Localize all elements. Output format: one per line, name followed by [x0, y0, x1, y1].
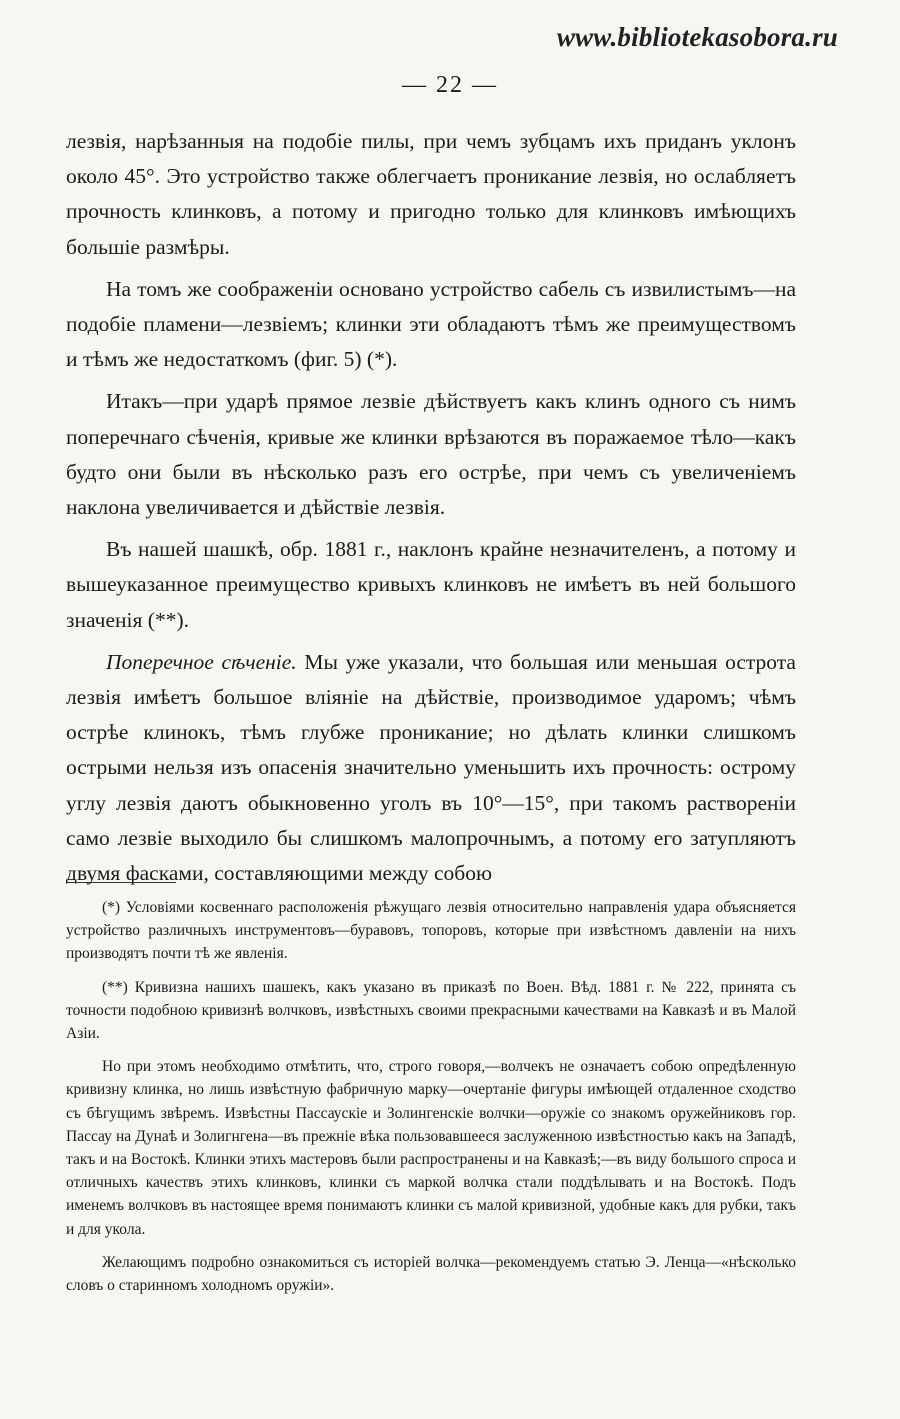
footnote-divider [66, 882, 176, 883]
paragraph-5 [66, 645, 796, 891]
paragraph-5-text: Мы уже указали, что большая или меньшая острота лезвія имѣетъ большое вліяніе на дѣйствіе, производимое ударомъ; чѣмъ острѣе клинокъ, тѣмъ глубже проникание; но дѣлать клинки слишкомъ острыми нельзя изъ опасенія значительно уменьшить ихъ прочность: острому углу лезвія даютъ обыкновенно уголъ въ 10°—15°, при такомъ раствореніи само лезвіе выходило бы слишкомъ малопрочнымъ, а потому его затупляютъ двумя фасками, составляющими между собою [66, 649, 796, 886]
page-number: — 22 — [402, 72, 498, 98]
footnote-2-continued: Но при этомъ необходимо отмѣтить, что, строго говоря,—волчекъ не означаетъ собою опредѣленную кривизну клинка, но лишь извѣстную фабричную марку—очертаніе фигуры имѣющей отдаленное сходство съ бѣгущимъ звѣремъ. Извѣстны Пассаускіе и Золингенскіе волчки—оружіе со знакомъ оружейниковъ гор. Пассау на Дунаѣ и Золигнгена—въ прежніе вѣка пользовавшееся заслуженною извѣстностью какъ на Западѣ, такъ и на Востокѣ. Клинки этихъ мастеровъ были распространены и на Кавказѣ;—въ виду большого спроса и отличныхъ качествъ этихъ клинковъ, клинки съ маркой волчка стали поддѣлывать и на Востокѣ. Подъ именемъ волчковъ въ настоящее время понимаютъ клинки съ малой кривизной, удобные какъ для рубки, такъ и для укола. [66, 1058, 796, 1238]
watermark-url: www.bibliotekasobora.ru [556, 22, 838, 52]
paragraph-3: Итакъ—при ударѣ прямое лезвіе дѣйствуетъ какъ клинъ одного съ нимъ поперечнаго сѣченія, кривые же клинки врѣзаются въ поражаемое тѣло—какъ будто они были въ нѣсколько разъ его острѣе, при чемъ съ увеличеніемъ наклона увеличивается и дѣйствіе лезвія. [66, 389, 796, 520]
main-text [66, 124, 796, 898]
footnote-2-reference: Желающимъ подробно ознакомиться съ исторіей волчка—рекомендуемъ статью Э. Ленца—«нѣсколько словъ о старинномъ холодномъ оружіи». [66, 1253, 796, 1295]
section-heading-italic: Поперечное сѣченіе. [106, 649, 297, 674]
paragraph-2: На томъ же соображеніи основано устройство сабель съ извилистымъ—на подобіе пламени—лезвіемъ; клинки эти обладаютъ тѣмъ же преимуществомъ и тѣмъ же недостаткомъ (фиг. 5) (*). [66, 276, 796, 372]
footnote-1: (*) Условіями косвеннаго расположенія рѣжущаго лезвія относительно направленія удара объясняется устройство различныхъ инструментовъ—буравовъ, топоровъ, которые при извѣстномъ давленіи на нихъ производятъ почти тѣ же явленія. [66, 899, 796, 963]
footnotes [66, 896, 796, 1307]
footnote-2: (**) Кривизна нашихъ шашекъ, какъ указано въ приказѣ по Воен. Вѣд. 1881 г. № 222, принята съ точности подобною кривизнѣ волчковъ, извѣстныхъ своими прекрасными качествами на Кавказѣ и въ Малой Азіи. [66, 978, 796, 1043]
paragraph-4: Въ нашей шашкѣ, обр. 1881 г., наклонъ крайне незначителенъ, а потому и вышеуказанное преимущество кривыхъ клинковъ не имѣетъ въ ней большого значенія (**). [66, 537, 796, 632]
paragraph-1: лезвія, нарѣзанныя на подобіе пилы, при чемъ зубцамъ ихъ приданъ уклонъ около 45°. Это устройство также облегчаетъ проникание лезвія, но ослабляетъ прочность клинковъ, а потому и пригодно только для клинковъ имѣющихъ большіе размѣры. [66, 129, 796, 259]
